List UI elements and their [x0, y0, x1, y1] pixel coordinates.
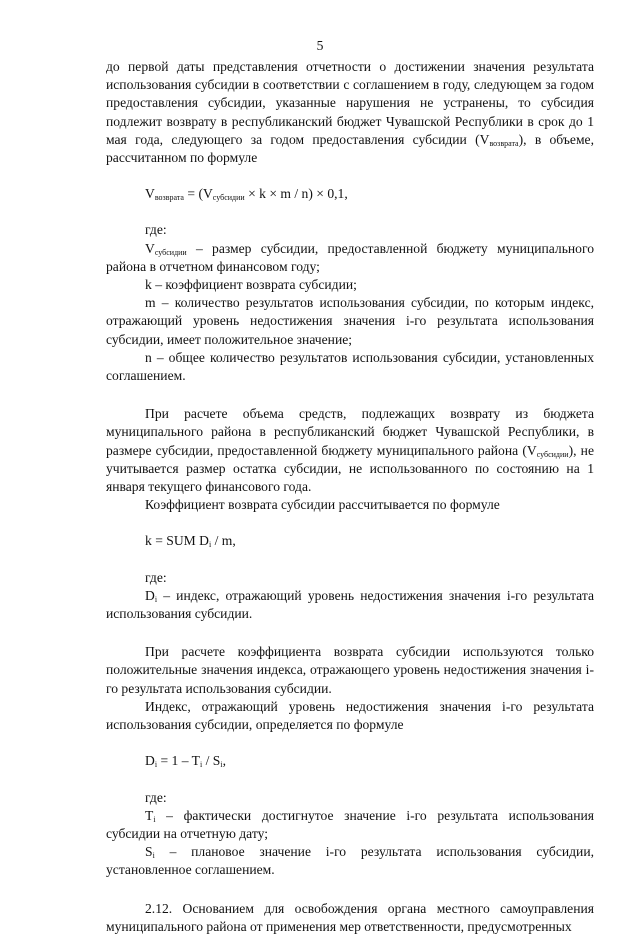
- where-label-1: где:: [145, 222, 167, 238]
- paragraph-calculation-volume: При расчете объема средств, подлежащих возврату из бюджета муниципального района в республиканский бюджет Чувашской Республики, в размере субсидии, предоставленной бюджету муниципального района $(V_{субсидии})$, не учитывается размер остатка субсидии, не использованного по состоянию на 1 января текущего финансового года.: [106, 406, 594, 495]
- document-body: [106, 58, 594, 936]
- definition-t: $T_i$ – фактически достигнутое значение i-го результата использования субсидии на отчетную дату;: [106, 807, 594, 841]
- formula-index: $D_i = 1 - T_i / S_i$,: [145, 753, 226, 770]
- where-label-3: где:: [145, 789, 167, 805]
- paragraph-2-12: 2.12. Основанием для освобождения органа местного самоуправления муниципального района от применения мер ответственности, предусмотренных: [106, 900, 594, 934]
- definition-s: $S_i$ – плановое значение i-го результата использования субсидии, установленное соглашением.: [106, 844, 594, 878]
- paragraph-coefficient-formula-intro: Коэффициент возврата субсидии рассчитывается по формуле: [145, 497, 500, 513]
- formula-coefficient: k = SUM $D_i$ / m,: [145, 533, 236, 550]
- definition-k: k – коэффициент возврата субсидии;: [145, 277, 357, 293]
- definition-v-subsidy: $V_{субсидии}$ – размер субсидии, предоставленной бюджету муниципального района в отчетном финансовом году;: [106, 240, 594, 274]
- definition-m: m – количество результатов использования субсидии, по которым индекс, отражающий уровень недостижения значения i-го результата использования субсидии, имеет положительное значение;: [106, 295, 594, 347]
- paragraph-return-condition: до первой даты представления отчетности о достижении значения результата использования субсидии в соответствии с соглашением в году, следующем за годом предоставления субсидии, указанные нарушения не устранены, то субсидия подлежит возврату в республиканский бюджет Чувашской Республики в срок до 1 мая года, следующего за годом предоставления субсидии $(V_{возврата})$, в объеме, рассчитанном по формуле: [106, 59, 594, 166]
- page-number: 5: [316, 38, 324, 53]
- paragraph-positive-values: При расчете коэффициента возврата субсидии используются только положительные значения индекса, отражающего уровень недостижения значения i-го результата использования субсидии.: [106, 644, 594, 696]
- paragraph-index-formula-intro: Индекс, отражающий уровень недостижения значения i-го результата использования субсидии, определяется по формуле: [106, 698, 594, 733]
- definition-n: n – общее количество результатов использования субсидии, установленных соглашением.: [106, 349, 594, 384]
- formula-return-volume: $V_{возврата} = (V_{субсидии} \times k \times m / n) \times 0,1$,: [145, 186, 348, 203]
- definition-d: $D_i$ – индекс, отражающий уровень недостижения значения i-го результата использования субсидии.: [106, 587, 594, 622]
- where-label-2: где:: [145, 569, 167, 585]
